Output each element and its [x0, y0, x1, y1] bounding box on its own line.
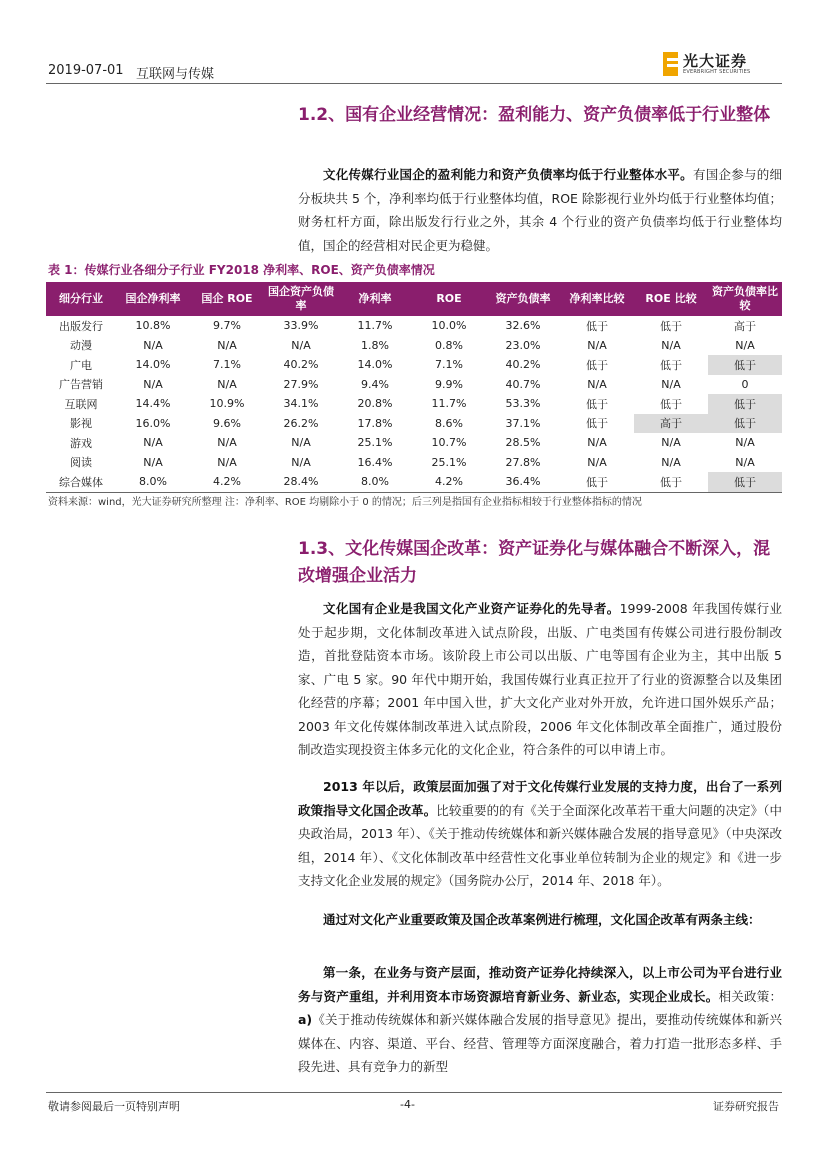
table-cell: 9.4% — [361, 377, 389, 391]
paragraph-2-body: 比较重要的的有《关于全面深化改革若干重大问题的决定》（中央政治局，2013 年）、《关于推动传统媒体和新兴媒体融合发展的指导意见》（中央深改组，2014 年）、《文化体制改革中经营性文化事业单位转制为企业的规定》和《进一步支持文化企业发展的规定》（国务院办公厅，2014 年、2018 年）。 — [298, 802, 782, 888]
table-cell: 低于 — [560, 472, 634, 492]
table-cell: N/A — [143, 455, 163, 469]
table-row — [46, 414, 782, 434]
paragraph-2-lead: 2013 年以后，政策层面加强了对于文化传媒行业发展的支持力度，出台了一系列政策指导文化国企改革。 — [298, 779, 782, 818]
table-cell: 40.2% — [283, 358, 319, 372]
table-cell: N/A — [291, 436, 311, 450]
table-cell: 25.1% — [357, 436, 393, 450]
table-cell: 16.0% — [135, 416, 171, 430]
table-cell: 17.8% — [357, 416, 393, 430]
table-cell: 低于 — [634, 472, 708, 492]
table-cell: 10.0% — [431, 319, 467, 333]
table-cell: 9.6% — [213, 416, 241, 430]
table-row — [46, 472, 782, 492]
paragraph-4-body: 《关于推动传统媒体和新兴媒体融合发展的指导意见》提出，要推动传统媒体和新兴媒体在、内容、渠道、平台、经营、管理等方面深度融合，着力打造一批形态多样、手段先进、具有竞争力的新型 — [298, 1012, 782, 1074]
table-cell: 28.5% — [505, 436, 541, 450]
table-cell: N/A — [661, 338, 681, 352]
table-cell: 低于 — [586, 397, 608, 411]
everbright-logo — [663, 50, 783, 80]
col-header: 净利率比较 — [560, 282, 634, 316]
table-cell: N/A — [735, 436, 755, 450]
table-header-row — [46, 282, 782, 316]
table-cell: N/A — [587, 436, 607, 450]
table-cell: 27.8% — [505, 455, 541, 469]
table-cell: N/A — [217, 455, 237, 469]
table-cell: 34.1% — [283, 397, 319, 411]
table-cell: 低于 — [586, 417, 608, 431]
table-cell-highlight: 低于 — [708, 394, 782, 414]
table-cell: N/A — [735, 338, 755, 352]
table-cell: N/A — [735, 455, 755, 469]
paragraph-1-body: 1999-2008 年我国传媒行业处于起步期，文化体制改革进入试点阶段，出版、广电类国有传媒公司进行股份制改造，首批登陆资本市场。该阶段上市公司以出版、广电等国有企业为主，其中出版 5 家、广电 5 家。90 年代中期开始，我国传媒行业真正拉开了行业的资源整合以及集团化经营的序幕；2001 年中国入世，扩大文化产业对外开放，允许进口国外娱乐产品；2003 年文化传媒体制改革进入试点阶段，2006 年文化体制改革全面推广，通过股份制改造实现投资主体多元化的文化企业，符合条件的可以申请上市。 — [298, 601, 782, 757]
col-header: 国企 ROE — [190, 282, 264, 316]
table-cell: 14.0% — [135, 358, 171, 372]
report-sector: 互联网与传媒 — [136, 67, 215, 82]
table-cell: 53.3% — [505, 397, 541, 411]
logo-mark-icon — [663, 52, 678, 76]
header-divider — [46, 83, 782, 84]
section-1-3-paragraph-4 — [298, 961, 782, 1079]
footer-divider — [46, 1092, 782, 1093]
table-cell: 8.0% — [116, 472, 190, 492]
table-cell: N/A — [217, 377, 237, 391]
table-cell: 低于 — [660, 358, 682, 372]
col-header: 细分行业 — [46, 282, 116, 316]
table-cell: 37.1% — [505, 416, 541, 430]
section-1-2-paragraph — [298, 163, 782, 257]
paragraph-1-lead: 文化国有企业是我国文化产业资产证券化的先导者。 — [323, 601, 620, 616]
table-cell: 阅读 — [70, 456, 92, 470]
table-cell: 高于 — [734, 319, 756, 333]
table-cell: 9.9% — [435, 377, 463, 391]
table-cell: 4.2% — [190, 472, 264, 492]
col-header: 资产负债率比较 — [708, 282, 782, 316]
table-cell: 0 — [741, 377, 749, 391]
table-cell: 8.6% — [435, 416, 463, 430]
table-cell: 7.1% — [435, 358, 463, 372]
table-row — [46, 355, 782, 375]
table-cell-highlight: 低于 — [708, 414, 782, 434]
table-cell: 40.7% — [505, 377, 541, 391]
table-cell: 26.2% — [283, 416, 319, 430]
table-cell: N/A — [143, 338, 163, 352]
table-cell: 20.8% — [357, 397, 393, 411]
table-cell: 27.9% — [283, 377, 319, 391]
table-row — [46, 316, 782, 336]
table-caption: 表 1：传媒行业各细分子行业 FY2018 净利率、ROE、资产负债率情况 — [48, 263, 435, 277]
table-cell: N/A — [661, 455, 681, 469]
section-1-3-paragraph-2 — [298, 775, 782, 893]
table-cell: 33.9% — [283, 319, 319, 333]
table-cell: 28.4% — [264, 472, 338, 492]
table-cell: 14.0% — [357, 358, 393, 372]
footer-disclaimer: 敬请参阅最后一页特别声明 — [48, 1100, 180, 1113]
table-cell: 25.1% — [431, 455, 467, 469]
table-row — [46, 453, 782, 473]
logo-en-text: EVERBRIGHT SECURITIES — [683, 69, 751, 75]
footer-report-type: 证券研究报告 — [713, 1100, 779, 1113]
table-cell: N/A — [587, 338, 607, 352]
table-cell: 14.4% — [135, 397, 171, 411]
table-cell: 互联网 — [64, 397, 98, 411]
table-cell: 低于 — [586, 319, 608, 333]
table-cell: 低于 — [660, 319, 682, 333]
table-cell: 23.0% — [505, 338, 541, 352]
table-cell: N/A — [291, 455, 311, 469]
logo-cn-text: 光大证券 — [683, 52, 748, 70]
section-1-3-paragraph-1 — [298, 597, 782, 762]
table-cell: 广电 — [70, 358, 92, 372]
table-cell: 36.4% — [486, 472, 560, 492]
col-header: 国企资产负债率 — [264, 282, 338, 316]
table-row — [46, 433, 782, 453]
col-header: 净利率 — [338, 282, 412, 316]
table-cell: N/A — [143, 436, 163, 450]
table-cell-highlight: 低于 — [708, 472, 782, 492]
table-cell: 游戏 — [70, 436, 92, 450]
section-1-3-title: 1.3、文化传媒国企改革：资产证券化与媒体融合不断深入，混改增强企业活力 — [298, 539, 771, 586]
table-cell: 10.8% — [135, 319, 171, 333]
table-row — [46, 394, 782, 414]
table-cell: 综合媒体 — [46, 472, 116, 492]
table-cell-highlight: 低于 — [708, 355, 782, 375]
col-header: ROE — [412, 282, 486, 316]
page-number: -4- — [400, 1098, 415, 1111]
table-cell: N/A — [291, 338, 311, 352]
table-cell: 10.7% — [431, 436, 467, 450]
table-cell: 9.7% — [213, 319, 241, 333]
table-cell: 11.7% — [431, 397, 467, 411]
paragraph-3-lead: 通过对文化产业重要政策及国企改革案例进行梳理，文化国企改革有两条主线： — [323, 912, 761, 927]
table-cell: N/A — [217, 338, 237, 352]
table-cell: 11.7% — [357, 319, 393, 333]
table-cell: 7.1% — [213, 358, 241, 372]
section-1-3-paragraph-3 — [298, 908, 782, 932]
col-header: ROE 比较 — [634, 282, 708, 316]
table-cell: 10.9% — [209, 397, 245, 411]
table-row — [46, 375, 782, 395]
industry-metrics-table — [46, 282, 782, 493]
table-cell: N/A — [143, 377, 163, 391]
table-cell: 影视 — [70, 417, 92, 431]
table-cell: N/A — [661, 377, 681, 391]
table-cell: 1.8% — [361, 338, 389, 352]
table-cell: 广告营销 — [59, 378, 103, 392]
table-cell: 40.2% — [505, 358, 541, 372]
table-cell: N/A — [217, 436, 237, 450]
table-cell: 32.6% — [505, 319, 541, 333]
section-1-2-lead: 文化传媒行业国企的盈利能力和资产负债率均低于行业整体水平。 — [323, 167, 693, 182]
table-cell: 低于 — [586, 358, 608, 372]
table-source-note: 资料来源：wind，光大证券研究所整理 注：净利率、ROE 均剔除小于 0 的情况；后三列是指国有企业指标相较于行业整体指标的情况 — [48, 497, 642, 508]
table-cell: 低于 — [660, 397, 682, 411]
report-date: 2019-07-01 — [48, 63, 124, 78]
paragraph-4-policy-label: 相关政策： — [718, 988, 782, 1004]
table-cell: 16.4% — [357, 455, 393, 469]
table-cell: 出版发行 — [59, 319, 103, 333]
col-header: 国企净利率 — [116, 282, 190, 316]
table-cell: 0.8% — [435, 338, 463, 352]
table-cell: 8.0% — [338, 472, 412, 492]
table-cell: 动漫 — [70, 339, 92, 353]
table-cell-highlight: 高于 — [634, 414, 708, 434]
table-cell: N/A — [587, 377, 607, 391]
table-cell: 4.2% — [412, 472, 486, 492]
table-cell: N/A — [661, 436, 681, 450]
section-1-2-title: 1.2、国有企业经营情况：盈利能力、资产负债率低于行业整体 — [298, 105, 771, 125]
paragraph-4-item-marker: a) — [298, 1012, 313, 1027]
paragraph-4-lead: 第一条，在业务与资产层面，推动资产证券化持续深入，以上市公司为平台进行业务与资产重组，并利用资本市场资源培育新业务、新业态，实现企业成长。 — [298, 965, 782, 1004]
table-row — [46, 336, 782, 356]
table-cell: N/A — [587, 455, 607, 469]
section-1-2-body: 有国企参与的细分板块共 5 个，净利率均低于行业整体均值，ROE 除影视行业外均低于行业整体均值；财务杠杆方面，除出版发行行业之外，其余 4 个行业的资产负债率均低于行业整体均值，国企的经营相对民企更为稳健。 — [298, 167, 782, 253]
col-header: 资产负债率 — [486, 282, 560, 316]
